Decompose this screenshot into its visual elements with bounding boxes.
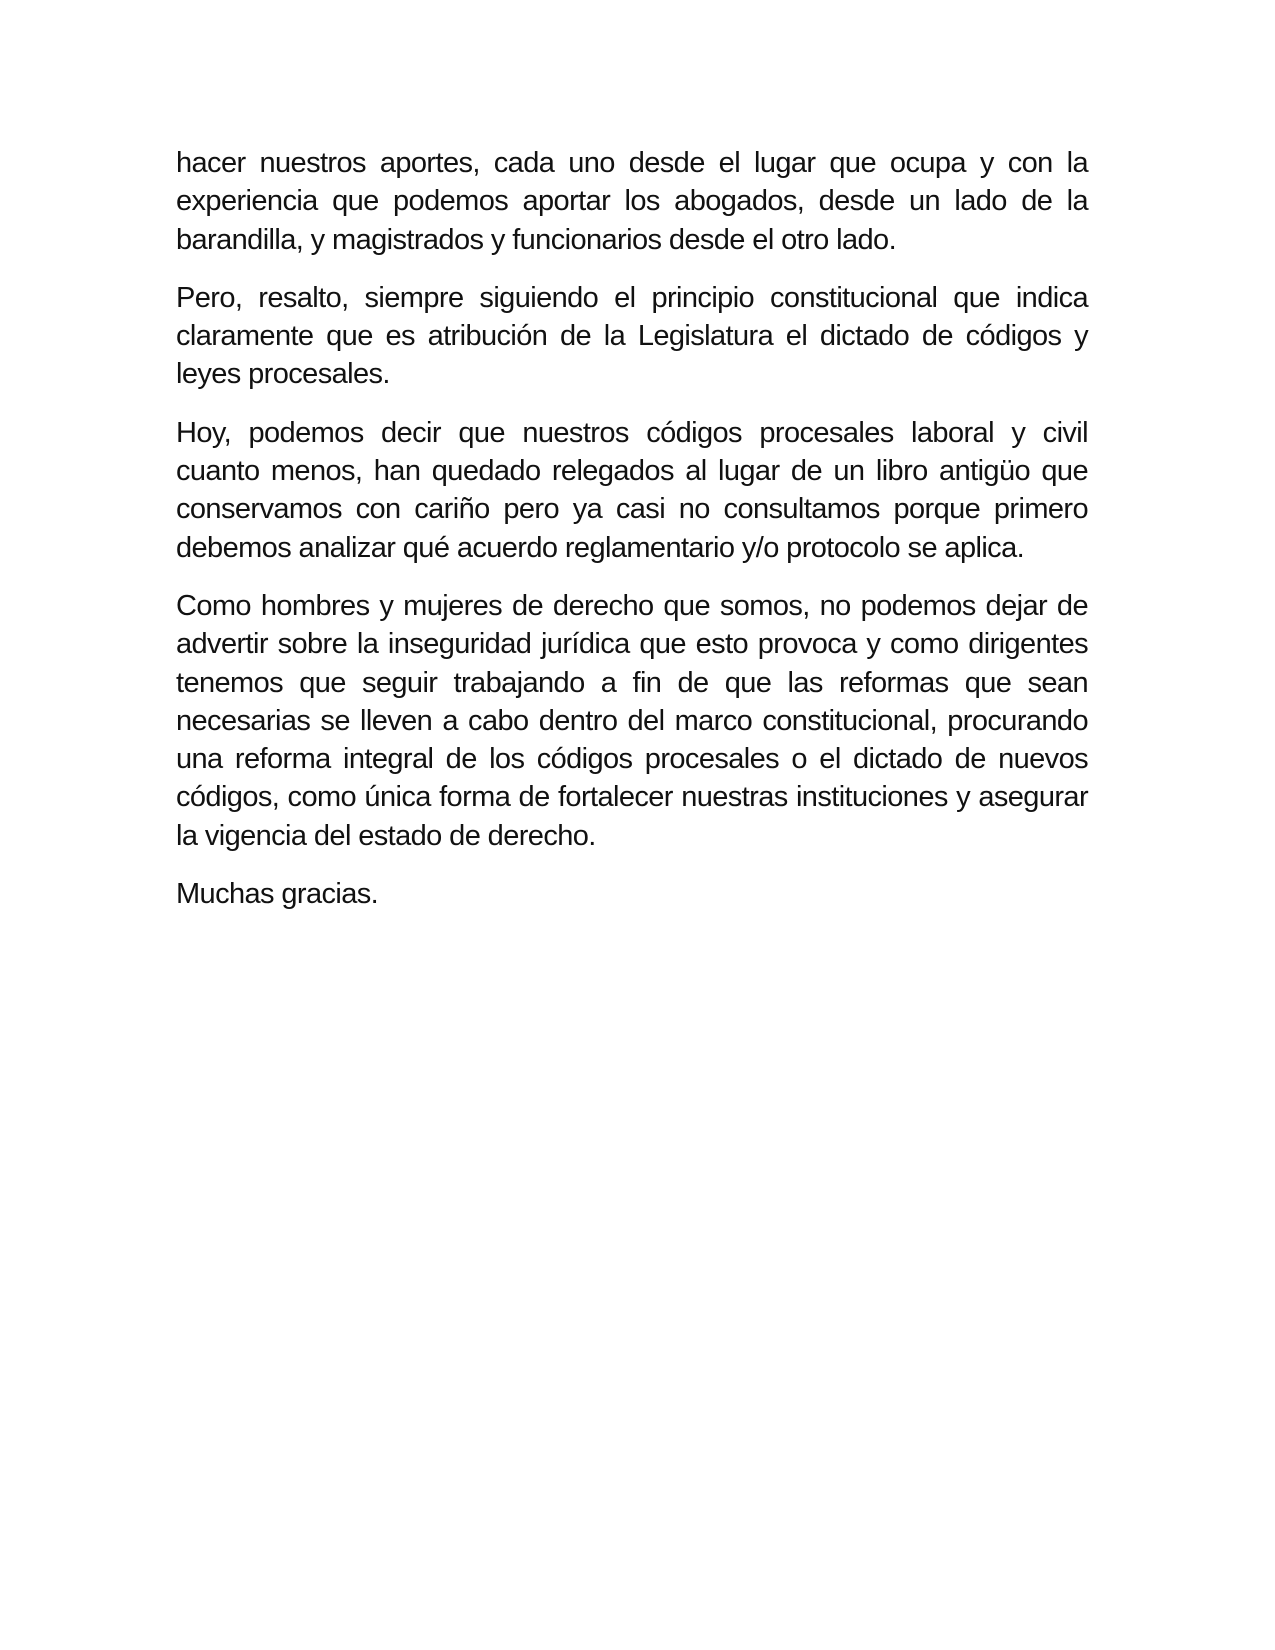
paragraph-4: Como hombres y mujeres de derecho que somos, no podemos dejar de advertir sobre la inseguridad jurídica que esto provoca y como dirigentes tenemos que seguir trabajando a fin de que las reformas que sean necesarias se lleven a cabo dentro del marco constitucional, procurando una reforma integral de los códigos procesales o el dictado de nuevos códigos, como única forma de fortalecer nuestras instituciones y asegurar la vigencia del estado de derecho.	[176, 589, 1088, 852]
paragraph-1: hacer nuestros aportes, cada uno desde el lugar que ocupa y con la experiencia que podemos aportar los abogados, desde un lado de la barandilla, y magistrados y funcionarios desde el otro lado.	[176, 147, 1088, 256]
document-page	[176, 144, 1088, 933]
closing-line: Muchas gracias.	[176, 878, 379, 911]
paragraph-2: Pero, resalto, siempre siguiendo el principio constitucional que indica claramente que es atribución de la Legislatura el dictado de códigos y leyes procesales.	[176, 281, 1088, 391]
paragraph-3: Hoy, podemos decir que nuestros códigos procesales laboral y civil cuanto menos, han quedado relegados al lugar de un libro antigüo que conservamos con cariño pero ya casi no consultamos porque primero debemos analizar qué acuerdo reglamentario y/o protocolo se aplica.	[176, 416, 1088, 564]
